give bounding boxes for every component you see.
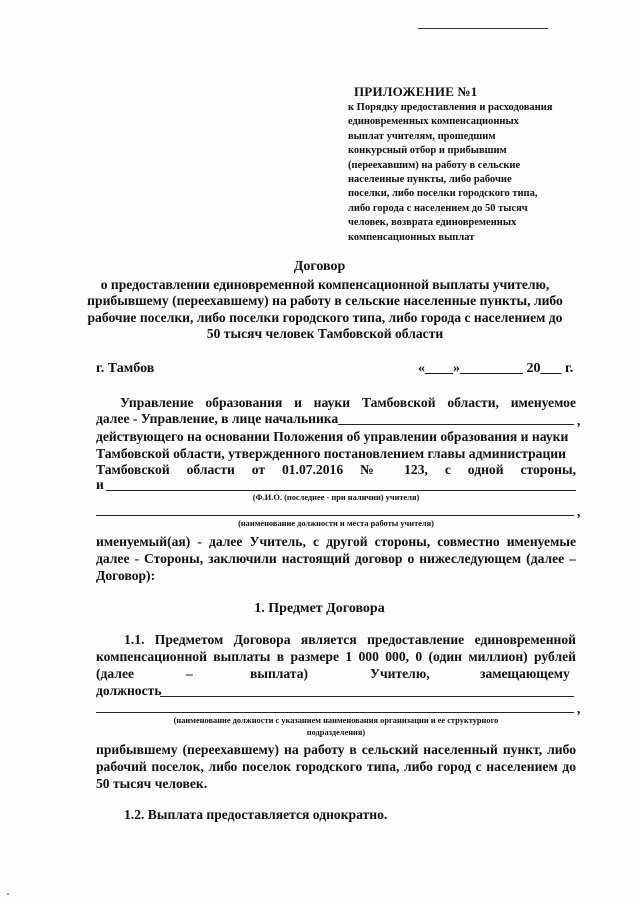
preamble-line: далее - Управление, в лице начальника	[96, 411, 339, 426]
city: г. Тамбов	[96, 361, 155, 376]
contract-subtitle	[60, 277, 590, 343]
organization-blank	[96, 712, 574, 713]
section-line: рабочий поселок, либо поселок городского типа, либо город с населением до	[96, 759, 576, 774]
section-line: должность	[96, 683, 162, 698]
preamble-line: Тамбовской области от 01.07.2016 № 123, с одной стороны,	[96, 462, 576, 477]
section-word: (далее	[96, 666, 135, 681]
appendix-line: единовременных компенсационных	[348, 116, 519, 128]
section-word: замещающему	[480, 666, 570, 681]
caption-org: подразделения)	[306, 728, 366, 737]
section-word: Учителю,	[370, 666, 430, 681]
subtitle-line: прибывшему (переехавшему) на работу в сельские населенные пункты, либо	[87, 293, 563, 309]
contract-title: Договор	[293, 259, 346, 274]
preamble-line: Тамбовской области, утвержденного постановлением главы администрации	[96, 446, 566, 461]
comma: ,	[577, 413, 581, 428]
appendix-line: к Порядку предоставления и расходования	[348, 102, 553, 113]
appendix-line: конкурсный отбор и прибывшим	[348, 145, 507, 157]
section-word: –	[186, 666, 193, 681]
section-line: 1.2. Выплата предоставляется однократно.	[124, 807, 388, 822]
head-name-blank	[338, 424, 574, 425]
subtitle-line: рабочие поселки, либо поселки городского типа, либо города с населением до	[87, 309, 563, 325]
section-line: 1.1. Предметом Договора является предоставление единовременной	[124, 632, 576, 647]
position-blank	[160, 696, 574, 697]
header-rule	[418, 28, 548, 29]
appendix-text	[348, 101, 598, 245]
section-word: выплата)	[250, 666, 309, 681]
scan-speck	[7, 893, 9, 895]
section-line: прибывшему (переехавшему) на работу в сельский населенный пункт, либо	[96, 742, 576, 757]
caption-fio: (Ф.И.О. (последнее - при наличии) учителя)	[252, 493, 420, 502]
appendix-title: ПРИЛОЖЕНИЕ №1	[354, 84, 478, 99]
teacher-position-blank	[96, 515, 574, 516]
caption-org: (наименование должности с указанием наименования организации и ее структурного	[173, 716, 499, 725]
subtitle-line: о предоставлении единовременной компенсационной выплаты учителю,	[100, 277, 550, 292]
preamble-line: Договор):	[96, 568, 156, 583]
preamble-line: и	[96, 477, 104, 492]
appendix-line: компенсационных выплат	[348, 231, 475, 243]
teacher-name-blank	[106, 490, 576, 491]
section-line: 50 тысяч человек.	[96, 776, 208, 791]
section-line: компенсационной выплаты в размере 1 000 000, 0 (один миллион) рублей	[96, 649, 576, 664]
appendix-line: населенные пункты, либо рабочие	[348, 174, 512, 186]
appendix-line: поселки, либо поселки городского типа,	[348, 188, 538, 200]
appendix-line: выплат учителям, прошедшим	[348, 130, 496, 142]
preamble-line: именуемый(ая) - далее Учитель, с другой стороны, совместно именуемые	[96, 534, 576, 549]
comma: ,	[577, 504, 581, 519]
preamble-line: далее - Стороны, заключили настоящий договор о нижеследующем (далее –	[96, 551, 576, 566]
comma: ,	[577, 701, 581, 716]
date-placeholder: «____»_________ 20___ г.	[418, 361, 574, 376]
appendix-line: человек, возврата единовременных	[348, 217, 517, 229]
preamble-line: действующего на основании Положения об управлении образования и науки	[96, 429, 569, 444]
preamble-line: Управление образования и науки Тамбовской области, именуемое	[120, 395, 576, 410]
appendix-line: (переехавшим) на работу в сельские	[348, 159, 521, 171]
appendix-line: либо города с населением до 50 тысяч	[348, 202, 528, 214]
section-heading: 1. Предмет Договора	[254, 601, 385, 616]
caption-position: (наименование должности и места работы учителя)	[238, 519, 434, 528]
subtitle-line: 50 тысяч человек Тамбовской области	[206, 326, 444, 342]
